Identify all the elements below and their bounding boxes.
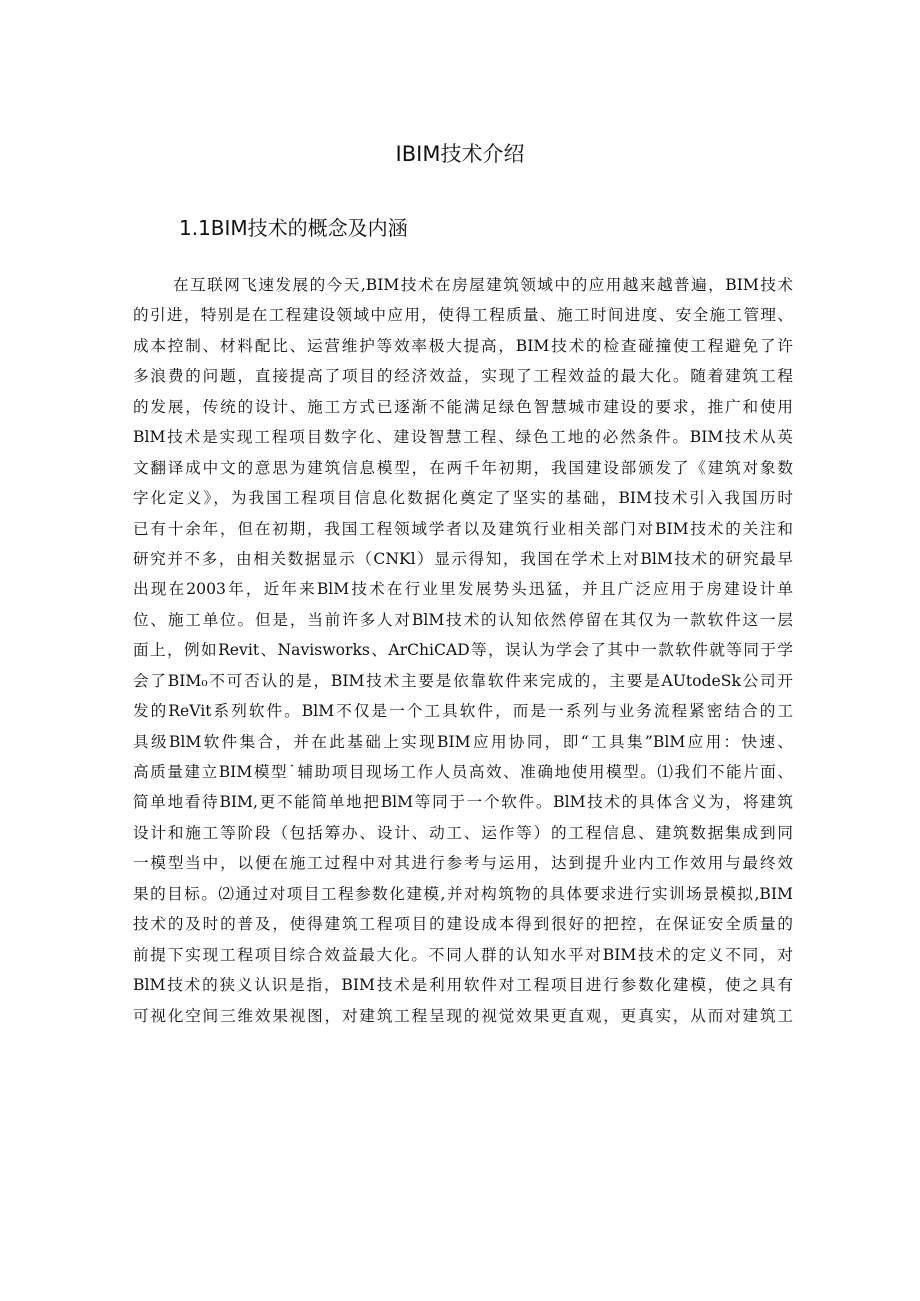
paragraph-line: 果的目标。⑵通过对项目工程参数化建模,并对构筑物的具体要求进行实训场景模拟,BIM <box>133 884 793 903</box>
paragraph-line: 研究并不多，由相关数据显示（CNKl）显示得知，我国在学术上对BlM技术的研究最早 <box>133 549 793 568</box>
paragraph-line: 会了BIM₀不可否认的是，BIM技术主要是依靠软件来完成的，主要是AUtodeSk公司开 <box>133 671 793 690</box>
body-paragraph <box>133 270 793 1031</box>
paragraph-line: 设计和施工等阶段（包括筹办、设计、动工、运作等）的工程信息、建筑数据集成到同 <box>133 823 793 842</box>
paragraph-line: 的引进，特别是在工程建设领域中应用，使得工程质量、施工时间进度、安全施工管理、 <box>133 306 793 325</box>
paragraph-line: 出现在2003年，近年来BlM技术在行业里发展势头迅猛，并且广泛应用于房建设计单 <box>133 580 793 599</box>
paragraph-line: 发的ReVit系列软件。BlM不仅是一个工具软件，而是一系列与业务流程紧密结合的工 <box>133 702 793 721</box>
paragraph-line: 的发展，传统的设计、施工方式已逐渐不能满足绿色智慧城市建设的要求，推广和使用 <box>133 397 793 416</box>
paragraph-line: 面上，例如Revit、Navisworks、ArChiCAD等，误认为学会了其中一款软件就等同于学 <box>133 641 793 660</box>
paragraph-line: 字化定义》，为我国工程项目信息化数据化奠定了坚实的基础，BIM技术引入我国历时 <box>133 489 793 508</box>
paragraph-line: 位、施工单位。但是，当前许多人对BlM技术的认知依然停留在其仅为一款软件这一层 <box>133 610 793 629</box>
paragraph-line: 一模型当中，以便在施工过程中对其进行参考与运用，达到提升业内工作效用与最终效 <box>133 854 793 873</box>
chapter-title: IBIM技术介绍 <box>395 142 525 166</box>
paragraph-line: 具级BlM软件集合，并在此基础上实现BIM应用协同，即“工具集”BlM应用：快速、 <box>133 732 793 751</box>
paragraph-line: 高质量建立BIM模型˙辅助项目现场工作人员高效、准确地使用模型。⑴我们不能片面、 <box>133 763 793 781</box>
paragraph-line: 已有十余年，但在初期，我国工程领域学者以及建筑行业相关部门对BIM技术的关注和 <box>133 519 793 538</box>
paragraph-line: 多浪费的问题，直接提高了项目的经济效益，实现了工程效益的最大化。随着建筑工程 <box>133 367 793 386</box>
paragraph-line: BlM技术是实现工程项目数字化、建设智慧工程、绿色工地的必然条件。BIM技术从英 <box>133 428 793 447</box>
paragraph-line: 文翻译成中文的意思为建筑信息模型，在两千年初期，我国建设部颁发了《建筑对象数 <box>133 458 793 477</box>
paragraph-line: 成本控制、材料配比、运营维护等效率极大提高，BIM技术的检查碰撞使工程避免了许 <box>133 336 793 355</box>
paragraph-line: 技术的及时的普及，使得建筑工程项目的建设成本得到很好的把控，在保证安全质量的 <box>133 915 793 934</box>
paragraph-line: 可视化空间三维效果视图，对建筑工程呈现的视觉效果更直观，更真实，从而对建筑工 <box>133 1006 793 1025</box>
paragraph-line: 简单地看待BIM,更不能简单地把BlM等同于一个软件。BlM技术的具体含义为，将建筑 <box>133 793 793 812</box>
paragraph-line: 前提下实现工程项目综合效益最大化。不同人群的认知水平对BIM技术的定义不同，对 <box>133 945 793 964</box>
paragraph-line: 在互联网飞速发展的今天,BIM技术在房屋建筑领域中的应用越来越普遍，BIM技术 <box>173 276 793 294</box>
section-title: 1.1BIM技术的概念及内涵 <box>179 216 408 240</box>
paragraph-line: BlM技术的狭义认识是指，BIM技术是利用软件对工程项目进行参数化建模，使之具有 <box>133 976 793 995</box>
